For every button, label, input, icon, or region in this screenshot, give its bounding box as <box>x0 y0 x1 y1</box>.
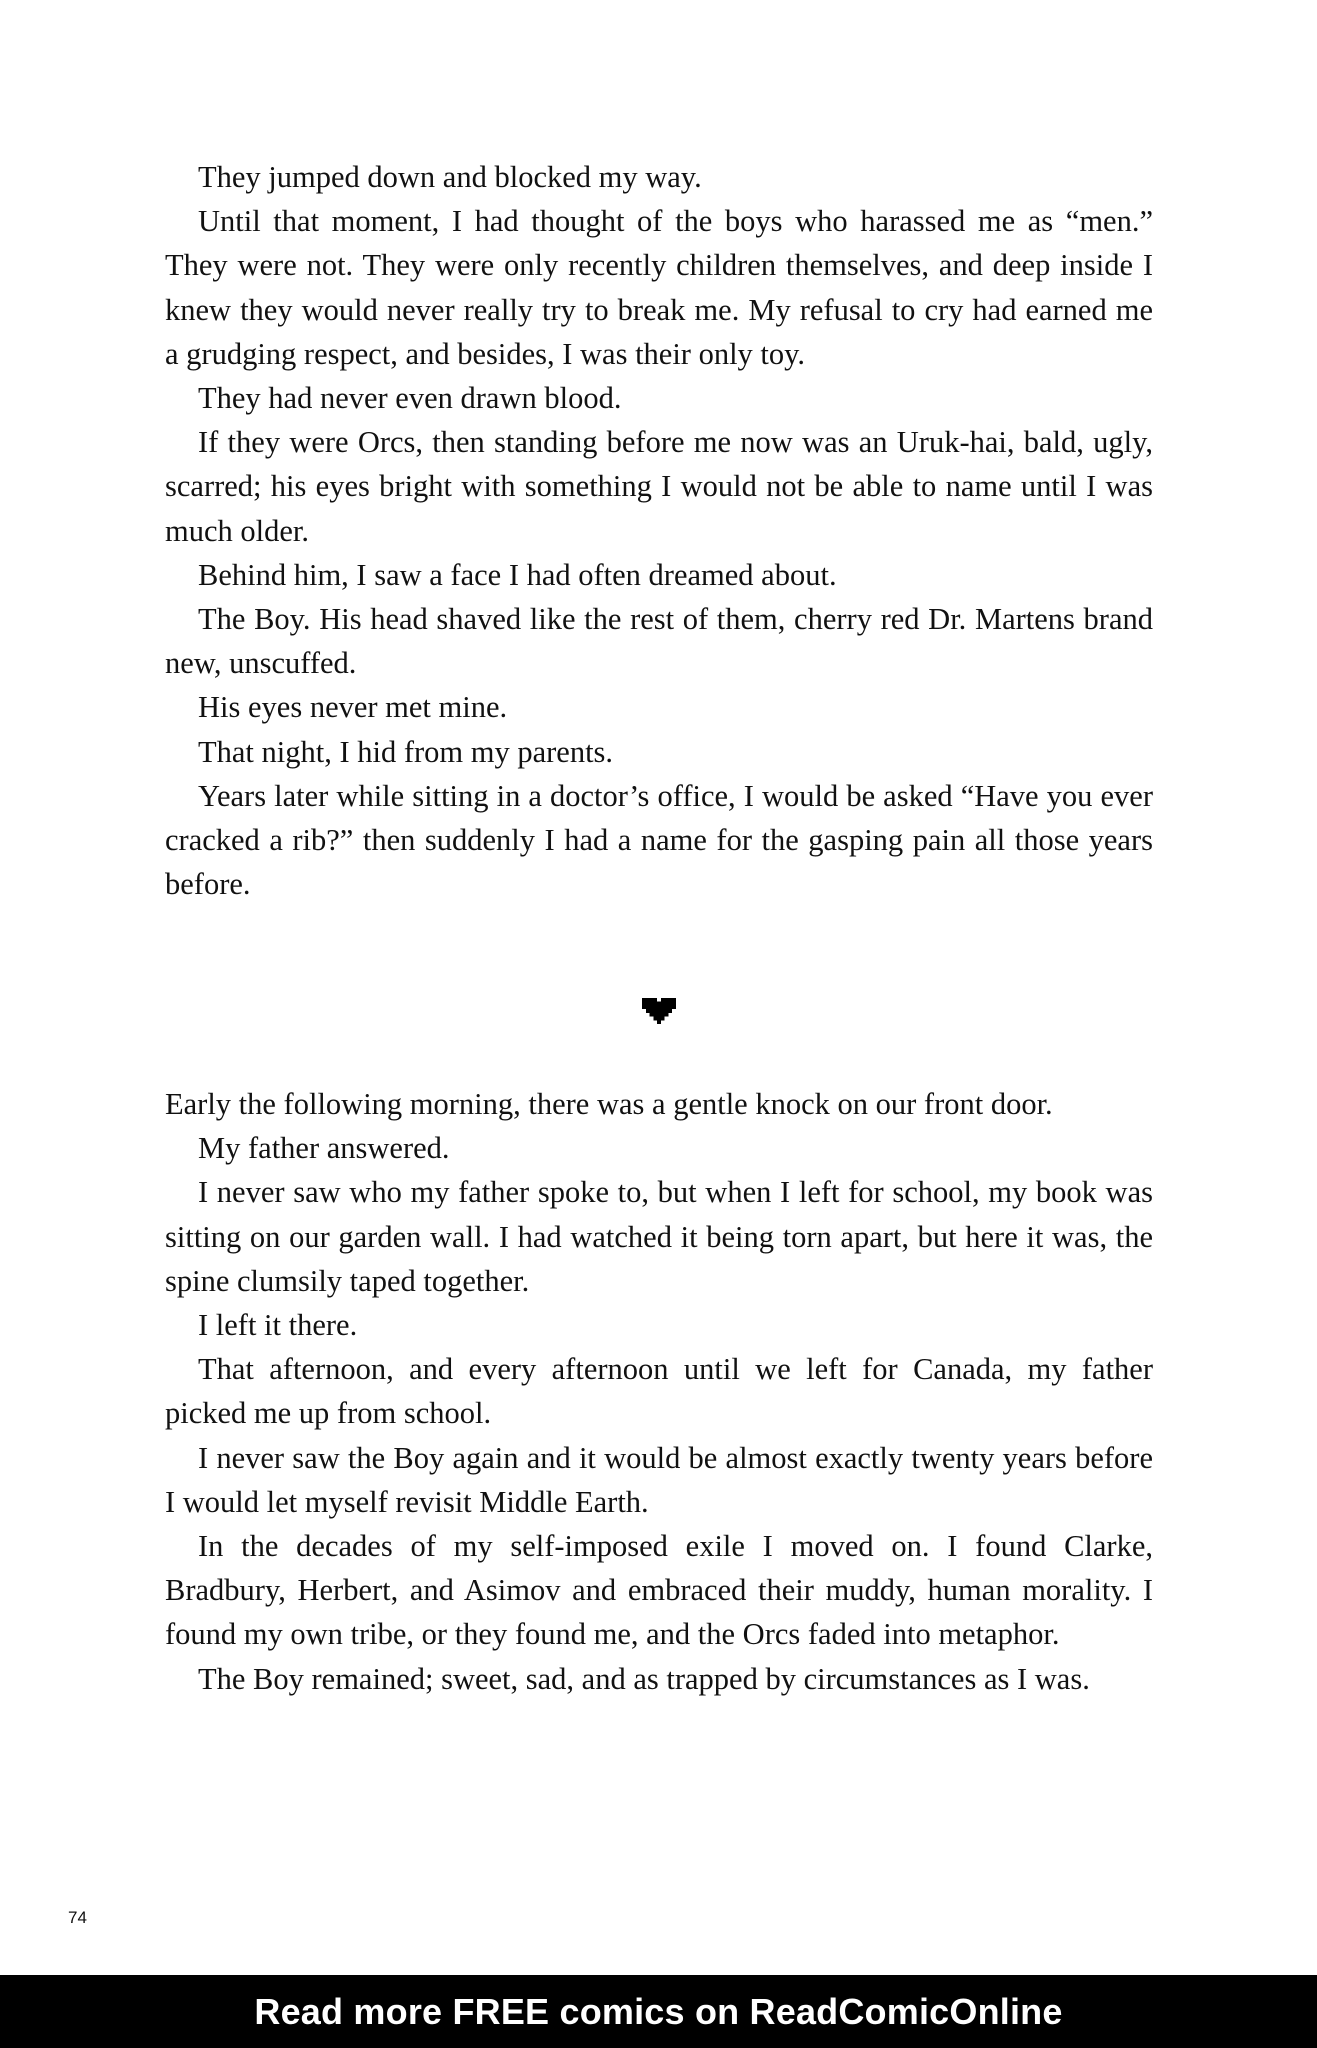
paragraph: My father answered. <box>198 1131 450 1166</box>
paragraph: That afternoon, and every afternoon until we left for Canada, my father picked me up from school. <box>165 1352 1153 1431</box>
paragraph: The Boy. His head shaved like the rest of them, cherry red Dr. Martens brand new, unscuffed. <box>165 602 1153 681</box>
paragraph: I never saw who my father spoke to, but when I left for school, my book was sitting on our garden wall. I had watched it being torn apart, but here it was, the spine clumsily taped together. <box>165 1175 1153 1298</box>
paragraph: They had never even drawn blood. <box>198 381 622 416</box>
pixel-heart-icon <box>642 993 676 1029</box>
paragraph: If they were Orcs, then standing before me now was an Uruk-hai, bald, ugly, scarred; his eyes bright with something I would not be able to name until I was much older. <box>165 425 1153 548</box>
paragraph: Until that moment, I had thought of the boys who harassed me as “men.” They were not. They were only recently children themselves, and deep inside I knew they would never really try to break me. My refusal to cry had earned me a grudging respect, and besides, I was their only toy. <box>165 204 1153 371</box>
paragraph: In the decades of my self-imposed exile I moved on. I found Clarke, Bradbury, Herbert, and Asimov and embraced their muddy, human morality. I found my own tribe, or they found me, and the Orcs faded into metaphor. <box>165 1529 1153 1652</box>
footer-banner[interactable] <box>0 1975 1317 2048</box>
paragraph: That night, I hid from my parents. <box>198 734 614 769</box>
paragraph: I left it there. <box>198 1308 358 1343</box>
section-separator <box>642 993 676 1029</box>
paragraph: I never saw the Boy again and it would be almost exactly twenty years before I would let myself revisit Middle Earth. <box>165 1440 1153 1519</box>
paragraph: They jumped down and blocked my way. <box>198 160 702 194</box>
footer-banner-link[interactable]: Read more FREE comics on ReadComicOnline <box>254 1990 1063 2032</box>
paragraph: Behind him, I saw a face I had often dreamed about. <box>198 557 837 592</box>
page-number: 74 <box>68 1908 87 1927</box>
paragraph: The Boy remained; sweet, sad, and as trapped by circumstances as I was. <box>198 1661 1090 1696</box>
text-section-two <box>165 1082 1153 1701</box>
paragraph: Years later while sitting in a doctor’s office, I would be asked “Have you ever cracked a rib?” then suddenly I had a name for the gasping pain all those years before. <box>165 778 1153 902</box>
text-section-one <box>165 155 1153 906</box>
paragraph: Early the following morning, there was a gentle knock on our front door. <box>165 1087 1053 1121</box>
paragraph: His eyes never met mine. <box>198 690 508 725</box>
